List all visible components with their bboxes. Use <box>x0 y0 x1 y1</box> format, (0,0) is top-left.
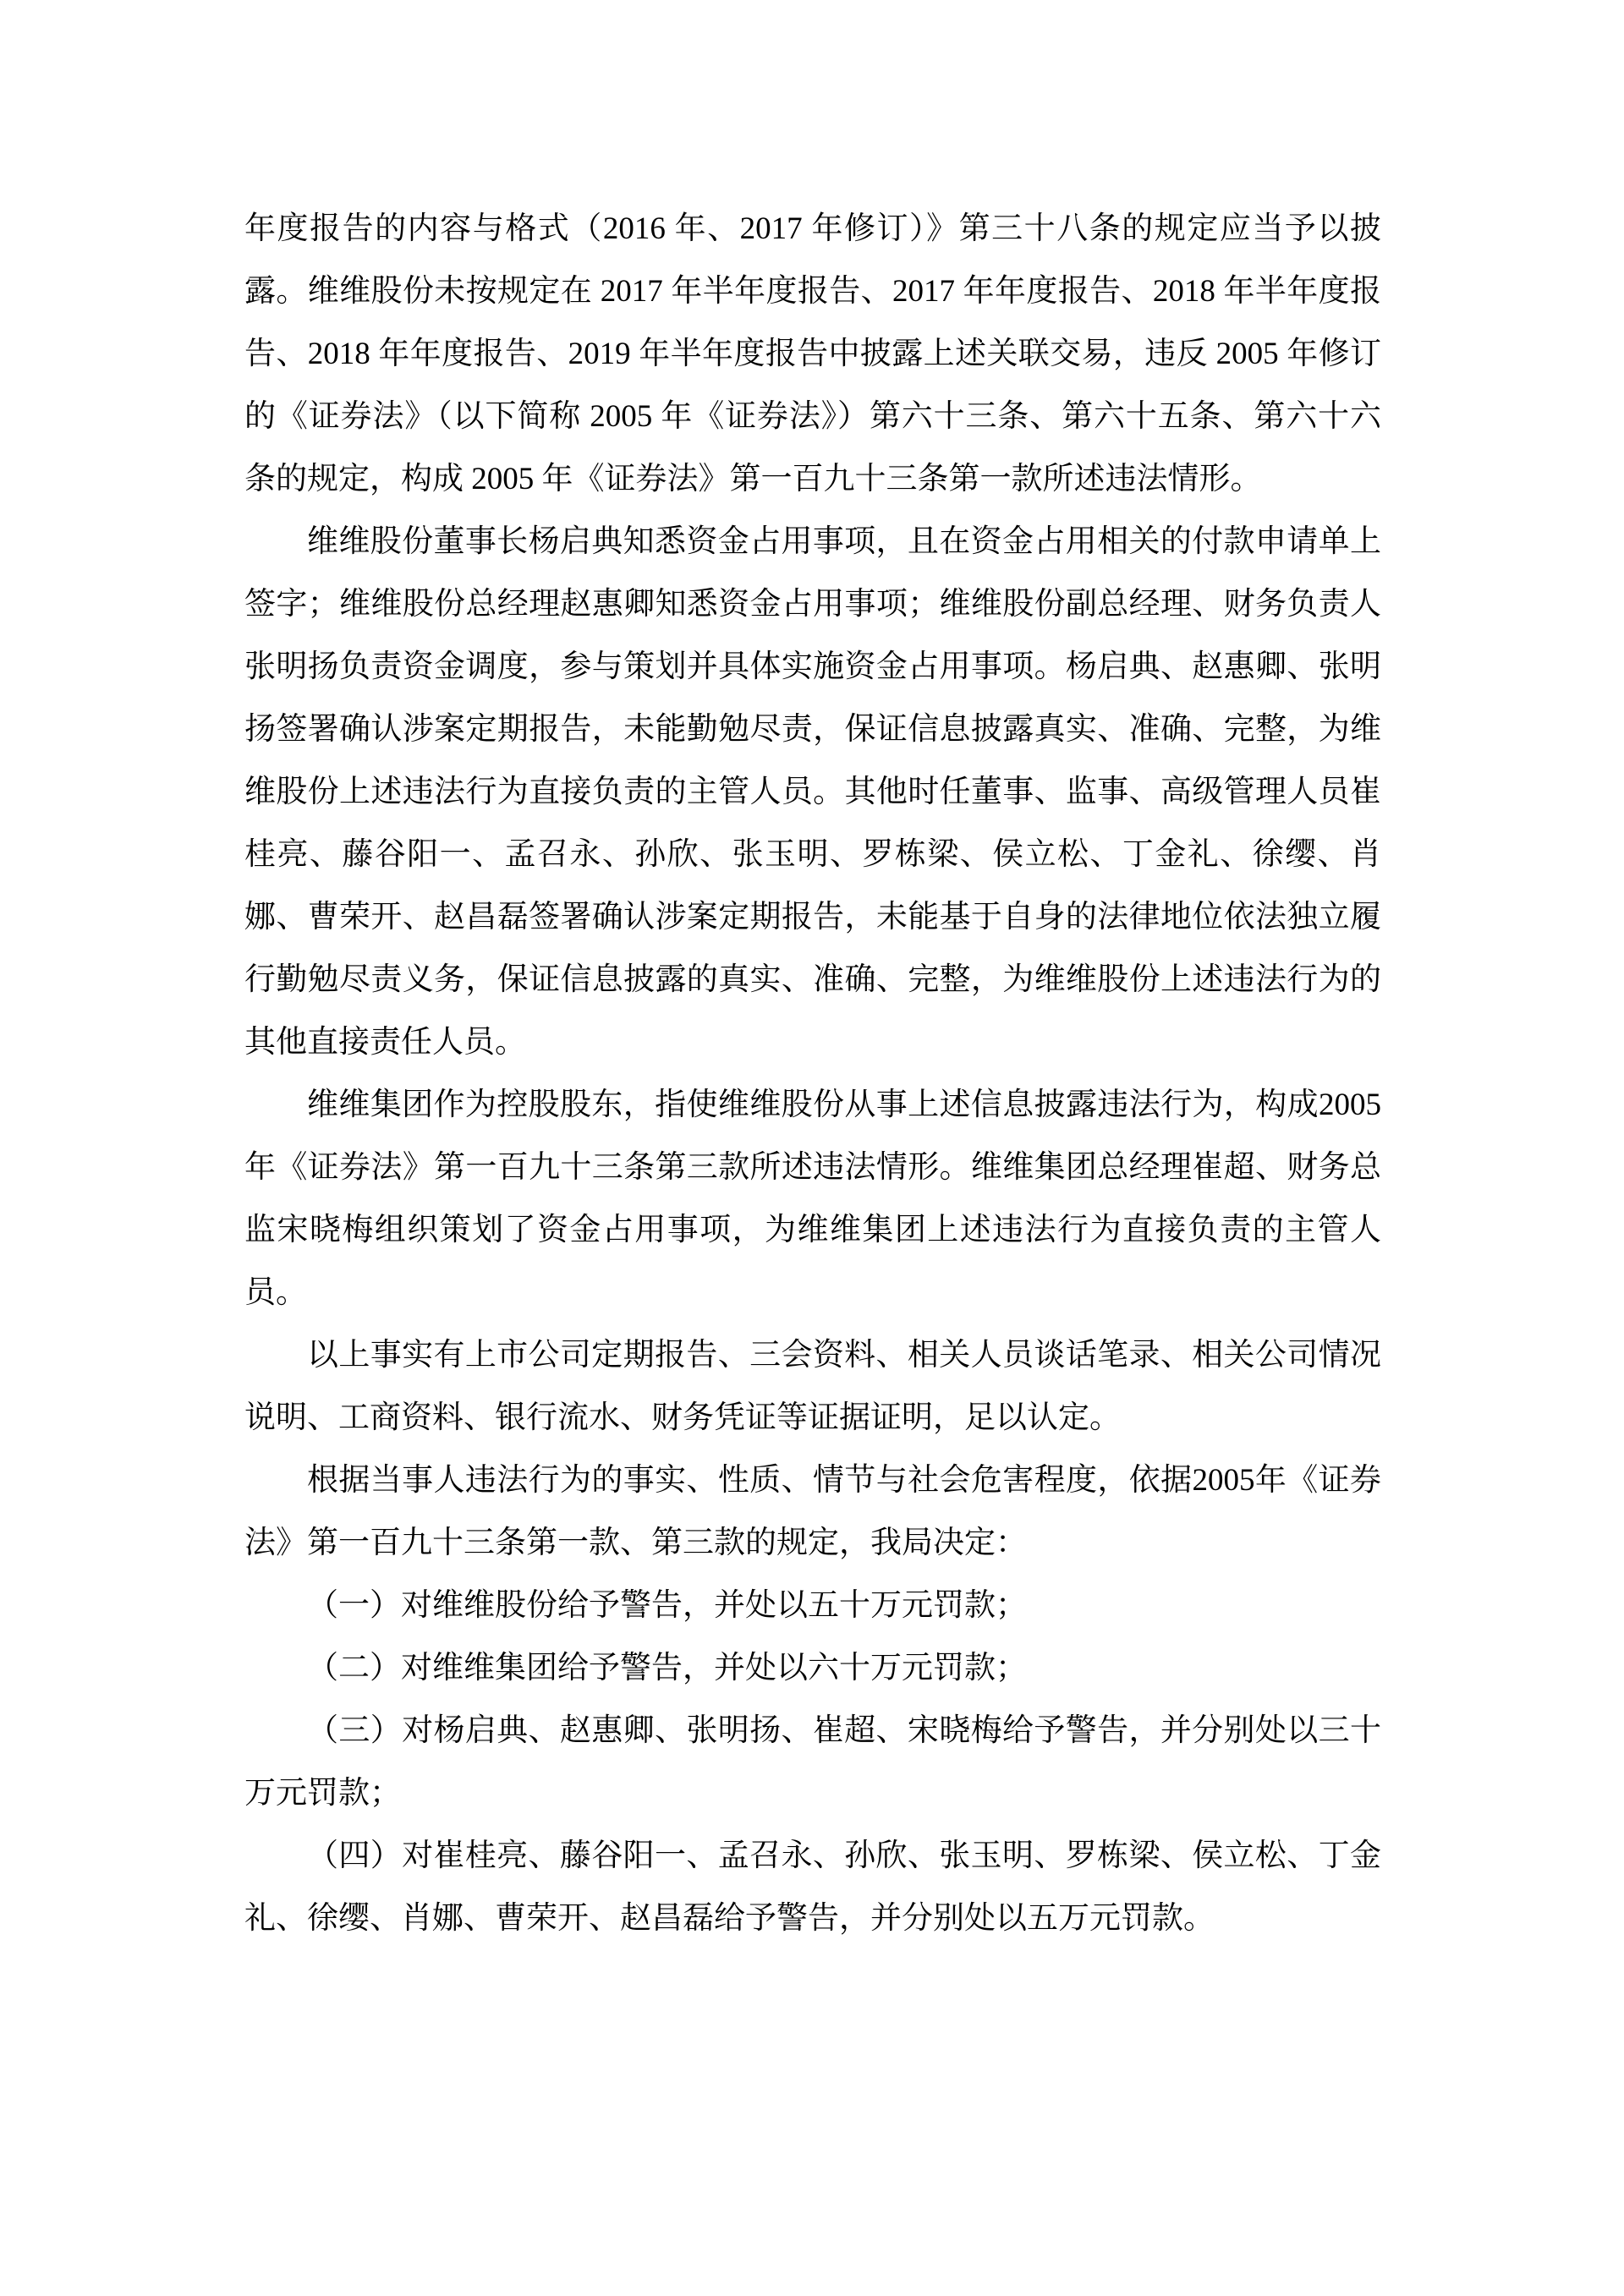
paragraph-controlling-shareholder: 维维集团作为控股股东，指使维维股份从事上述信息披露违法行为，构成2005年《证券法》第一百九十三条第三款所述违法情形。维维集团总经理崔超、财务总监宋晓梅组织策划了资金占用事项，为维维集团上述违法行为直接负责的主管人员。 <box>244 1088 1381 1310</box>
paragraph-decision-basis: 根据当事人违法行为的事实、性质、情节与社会危害程度，依据2005年《证券法》第一百九十三条第一款、第三款的规定，我局决定： <box>244 1463 1381 1560</box>
paragraph-continuation: 年度报告的内容与格式（2016 年、2017 年修订）》第三十八条的规定应当予以披露。维维股份未按规定在 2017 年半年度报告、2017 年年度报告、2018 年半年度报告、2018 年年度报告、2019 年半年度报告中披露上述关联交易，违反 2005 年修订的《证券法》（以下简称 2005 年《证券法》）第六十三条、第六十五条、第六十六条的规定，构成 2005 年《证券法》第一百九十三条第一款所述违法情形。 <box>244 211 1381 496</box>
decision-item-3: （三）对杨启典、赵惠卿、张明扬、崔超、宋晓梅给予警告，并分别处以三十万元罚款； <box>244 1713 1381 1811</box>
decision-item-4: （四）对崔桂亮、藤谷阳一、孟召永、孙欣、张玉明、罗栋梁、侯立松、丁金礼、徐缨、肖娜、曹荣开、赵昌磊给予警告，并分别处以五万元罚款。 <box>244 1838 1381 1936</box>
decision-item-2: （二）对维维集团给予警告，并处以六十万元罚款； <box>307 1651 1027 1685</box>
document-body <box>244 198 1381 1950</box>
decision-item-1: （一）对维维股份给予警告，并处以五十万元罚款； <box>307 1588 1027 1623</box>
paragraph-responsible-persons: 维维股份董事长杨启典知悉资金占用事项，且在资金占用相关的付款申请单上签字；维维股份总经理赵惠卿知悉资金占用事项；维维股份副总经理、财务负责人张明扬负责资金调度，参与策划并具体实施资金占用事项。杨启典、赵惠卿、张明扬签署确认涉案定期报告，未能勤勉尽责，保证信息披露真实、准确、完整，为维维股份上述违法行为直接负责的主管人员。其他时任董事、监事、高级管理人员崔桂亮、藤谷阳一、孟召永、孙欣、张玉明、罗栋梁、侯立松、丁金礼、徐缨、肖娜、曹荣开、赵昌磊签署确认涉案定期报告，未能基于自身的法律地位依法独立履行勤勉尽责义务，保证信息披露的真实、准确、完整，为维维股份上述违法行为的其他直接责任人员。 <box>244 524 1381 1060</box>
paragraph-evidence: 以上事实有上市公司定期报告、三会资料、相关人员谈话笔录、相关公司情况说明、工商资料、银行流水、财务凭证等证据证明，足以认定。 <box>244 1338 1381 1435</box>
